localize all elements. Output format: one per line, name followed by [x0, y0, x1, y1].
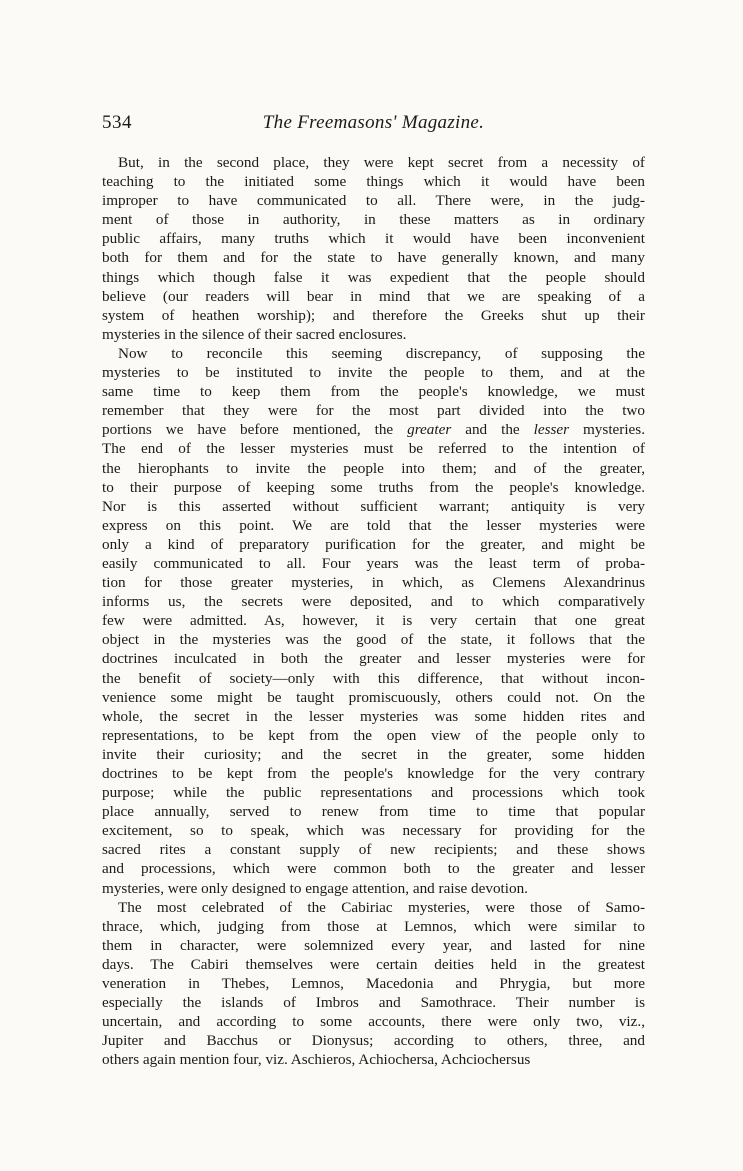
text-line: things which though false it was expedient that the people should: [102, 268, 645, 286]
text-line: Jupiter and Bacchus or Dionysus; according to others, three, and: [102, 1032, 645, 1050]
text-line: informs us, the secrets were deposited, and to which comparatively: [102, 593, 645, 611]
text-line: especially the islands of Imbros and Samothrace. Their number is: [102, 994, 645, 1012]
text-line: whole, the secret in the lesser mysteries was some hidden rites and: [102, 707, 645, 725]
text-line: public affairs, many truths which it would have been inconvenient: [102, 230, 645, 248]
text-line: mysteries to be instituted to invite the people to them, and at the: [102, 364, 645, 382]
text-line: believe (our readers will bear in mind that we are speaking of a: [102, 287, 645, 305]
text-line: representations, to be kept from the open view of the people only to: [102, 726, 645, 744]
text-line: veneration in Thebes, Lemnos, Macedonia and Phrygia, but more: [102, 975, 645, 993]
paragraph: [102, 153, 645, 344]
text-line: teaching to the initiated some things which it would have been: [102, 173, 645, 191]
text-line: excitement, so to speak, which was necessary for providing for the: [102, 822, 645, 840]
text-line: mysteries, were only designed to engage attention, and raise devotion.: [102, 879, 528, 897]
text-line: remember that they were for the most part divided into the two: [102, 402, 645, 420]
text-line: and processions, which were common both to the greater and lesser: [102, 860, 645, 878]
text-line: The most celebrated of the Cabiriac mysteries, were those of Samo-: [118, 898, 645, 916]
text-line: same time to keep them from the people's knowledge, we must: [102, 383, 645, 401]
text-line: both for them and for the state to have generally known, and many: [102, 249, 645, 267]
article-body: [102, 153, 645, 1070]
text-line: portions we have before mentioned, the greater and the lesser mysteries.: [102, 421, 645, 439]
text-line: ment of those in authority, in these matters as in ordinary: [102, 211, 645, 229]
text-line: system of heathen worship); and therefore the Greeks shut up their: [102, 306, 645, 324]
text-line: others again mention four, viz. Aschieros, Achiochersa, Achciochersus: [102, 1051, 531, 1069]
text-line: tion for those greater mysteries, in which, as Clemens Alexandrinus: [102, 574, 645, 592]
text-line: invite their curiosity; and the secret in the greater, some hidden: [102, 745, 645, 763]
text-line: doctrines to be kept from the people's knowledge for the very contrary: [102, 765, 645, 782]
text-line: days. The Cabiri themselves were certain deities held in the greatest: [102, 955, 645, 973]
text-line: the hierophants to invite the people into them; and of the greater,: [102, 459, 645, 477]
text-line: mysteries in the silence of their sacred enclosures.: [102, 325, 407, 343]
text-line: The end of the lesser mysteries must be referred to the intention of: [102, 440, 645, 458]
text-line: the benefit of society—only with this difference, that without incon-: [102, 669, 645, 687]
page-number: 534: [102, 112, 132, 133]
text-line: venience some might be taught promiscuously, others could not. On the: [102, 688, 645, 706]
running-title: The Freemasons' Magazine.: [262, 112, 485, 133]
text-line: Nor is this asserted without sufficient warrant; antiquity is very: [102, 497, 645, 515]
text-line: sacred rites a constant supply of new recipients; and these shows: [102, 841, 645, 859]
text-line: express on this point. We are told that the lesser mysteries were: [102, 516, 645, 534]
text-line: easily communicated to all. Four years was the least term of proba-: [102, 554, 645, 572]
paragraph: [102, 898, 645, 1070]
text-line: place annually, served to renew from time to time that popular: [102, 803, 645, 821]
page-header: [102, 111, 645, 137]
text-line: to their purpose of keeping some truths from the people's knowledge.: [102, 478, 645, 496]
paragraph: [102, 344, 645, 898]
text-line: them in character, were solemnized every year, and lasted for nine: [102, 936, 645, 954]
text-line: only a kind of preparatory purification for the greater, and might be: [102, 535, 645, 553]
text-line: few were admitted. As, however, it is very certain that one great: [102, 612, 645, 630]
text-line: Now to reconcile this seeming discrepancy, of supposing the: [118, 344, 645, 362]
text-line: object in the mysteries was the good of the state, it follows that the: [102, 631, 645, 649]
text-line: doctrines inculcated in both the greater and lesser mysteries were for: [102, 650, 645, 668]
text-line: But, in the second place, they were kept secret from a necessity of: [118, 154, 645, 171]
text-line: uncertain, and according to some accounts, there were only two, viz.,: [102, 1013, 645, 1031]
text-line: thrace, which, judging from those at Lemnos, which were similar to: [102, 917, 645, 935]
text-line: improper to have communicated to all. There were, in the judg-: [102, 192, 645, 210]
text-line: purpose; while the public representations and processions which took: [102, 784, 645, 802]
